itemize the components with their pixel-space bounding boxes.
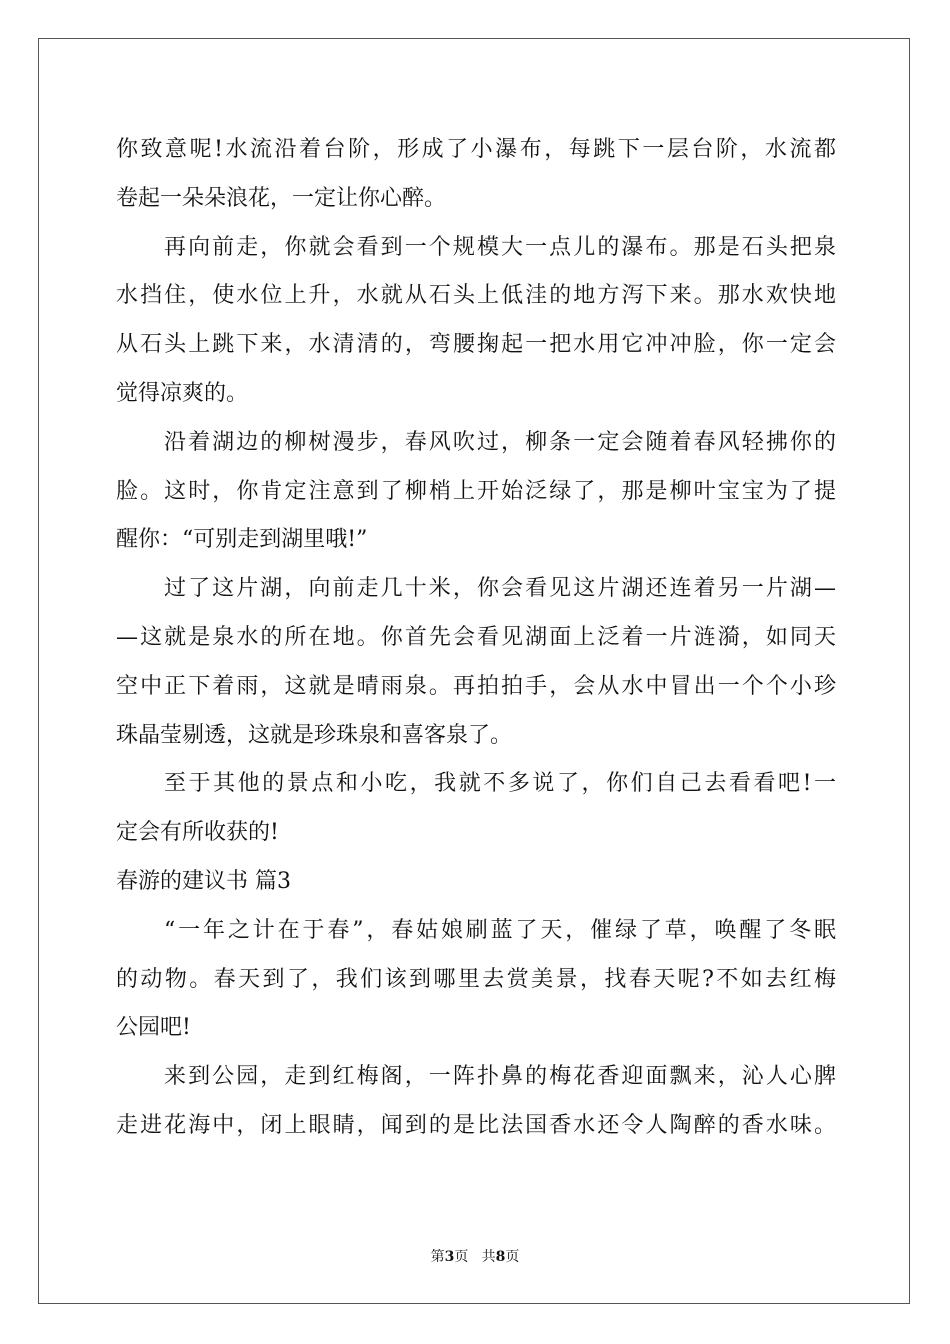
text-line: 公园吧! [116, 1015, 191, 1041]
paragraph-first-line: 沿着湖边的柳树漫步，春风吹过，柳条一定会随着春风轻拂你的 [164, 429, 836, 455]
page-suffix: 页 [454, 1249, 469, 1265]
text-line: 醒你：“可别走到湖里哦!” [116, 527, 368, 553]
text-line: 的动物。春天到了，我们该到哪里去赏美景，找春天呢?不如去红梅 [116, 966, 836, 992]
document-body [116, 126, 836, 1151]
current-page-number: 3 [444, 1249, 455, 1265]
text-line: 走进花海中，闭上眼睛，闻到的是比法国香水还令人陶醉的香水味。 [116, 1112, 836, 1138]
paragraph-first-line: 来到公园，走到红梅阁，一阵扑鼻的梅花香迎面飘来，沁人心脾 [164, 1064, 836, 1090]
paragraph-first-line: 过了这片湖，向前走几十米，你会看见这片湖还连着另一片湖— [164, 576, 836, 602]
text-line: 脸。这时，你肯定注意到了柳梢上开始泛绿了，那是柳叶宝宝为了提 [116, 478, 836, 504]
total-prefix: 共 [481, 1249, 496, 1265]
text-line: 觉得凉爽的。 [116, 380, 249, 406]
page-prefix: 第 [430, 1249, 445, 1265]
text-line: 珠晶莹剔透，这就是珍珠泉和喜客泉了。 [116, 722, 513, 748]
total-page-count: 8 [495, 1249, 506, 1265]
text-line: 空中正下着雨，这就是晴雨泉。再拍拍手，会从水中冒出一个个小珍 [116, 673, 836, 699]
total-suffix: 页 [505, 1249, 520, 1265]
text-line: 水挡住，使水位上升，水就从石头上低洼的地方泻下来。那水欢快地 [116, 283, 836, 309]
text-line: —这就是泉水的所在地。你首先会看见湖面上泛着一片涟漪，如同天 [116, 624, 836, 650]
text-line: 你致意呢!水流沿着台阶，形成了小瀑布，每跳下一层台阶，水流都 [116, 137, 836, 162]
text-line: 定会有所收获的! [116, 820, 279, 846]
paragraph-first-line: 至于其他的景点和小吃，我就不多说了，你们自己去看看吧!一 [164, 771, 836, 797]
section-heading: 春游的建议书 篇3 [116, 868, 291, 894]
text-line: 从石头上跳下来，水清清的，弯腰掬起一把水用它冲冲脸，你一定会 [116, 332, 836, 358]
paragraph-first-line: 再向前走，你就会看到一个规模大一点儿的瀑布。那是石头把泉 [164, 234, 836, 260]
text-line: 卷起一朵朵浪花，一定让你心醉。 [116, 185, 447, 211]
page-footer [0, 1248, 950, 1266]
paragraph-first-line: “一年之计在于春”，春姑娘刷蓝了天，催绿了草，唤醒了冬眠 [164, 917, 836, 943]
